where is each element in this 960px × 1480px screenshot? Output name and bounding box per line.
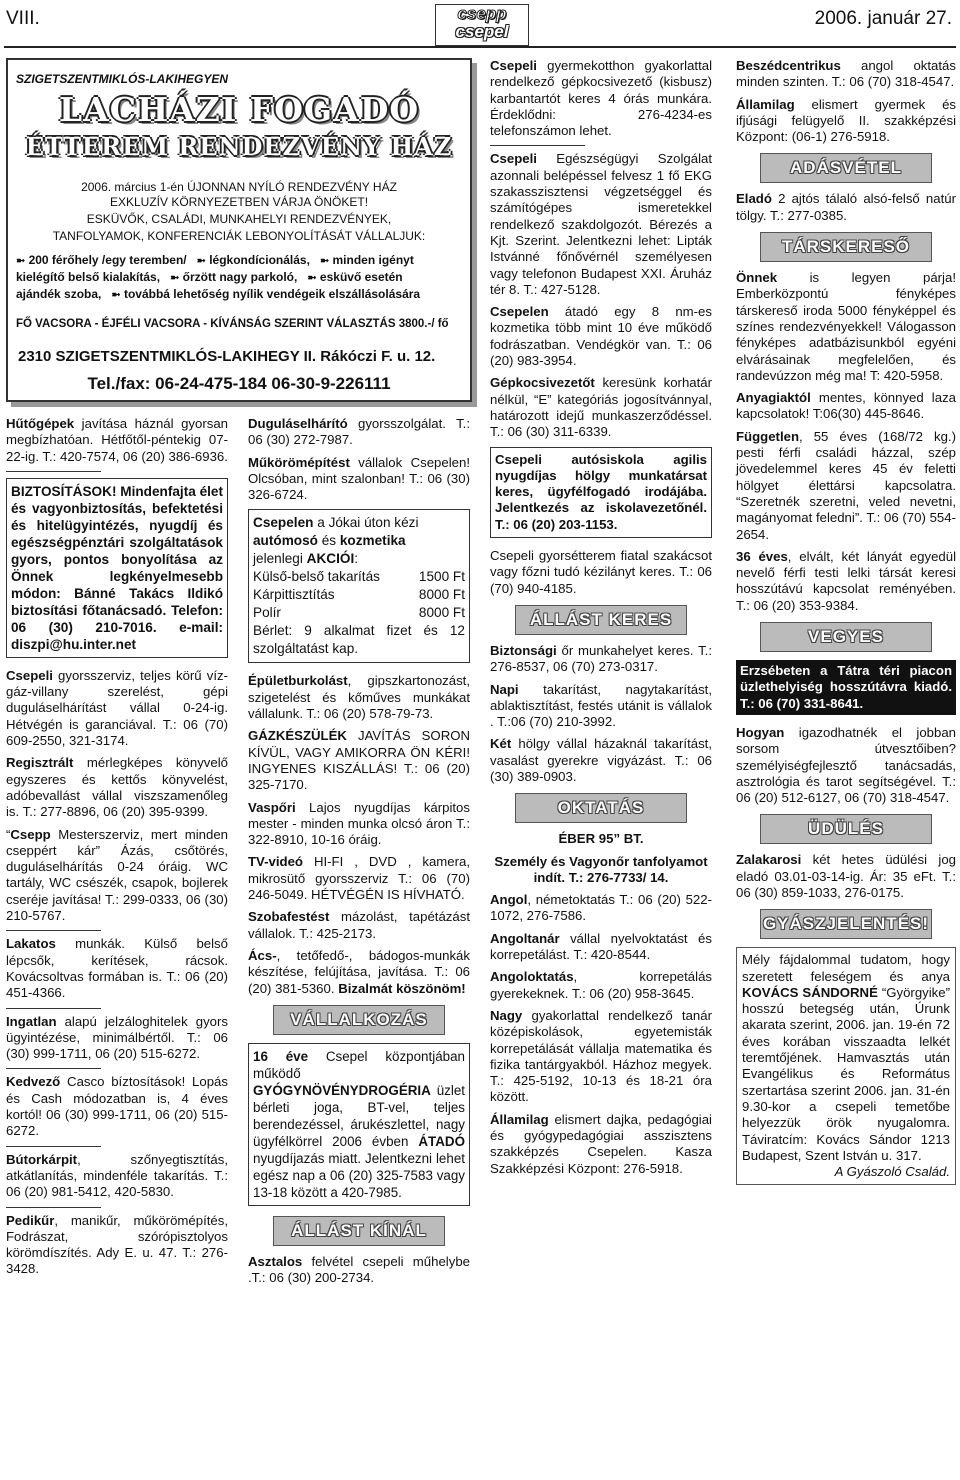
arrow-icon: ➼ [170, 272, 180, 284]
classified-ad: Ács-, tetőfedő-, bádogos-munkák készítése, felújítása, javítása. T.: 06 (20) 381-5360. Bizalmát köszönöm! [248, 947, 470, 996]
ad-location: SZIGETSZENTMIKLÓS-LAKIHEGYEN [16, 72, 229, 86]
ad-phone: Tel./fax: 06-24-475-184 06-30-9-226111 [87, 374, 391, 393]
ad-bullets-row: ➼ 200 férőhely /egy teremben/ ➼ légkondícionálás, ➼ minden igényt [16, 253, 414, 267]
divider [6, 1068, 101, 1069]
classified-ad: “Csepp Mesterszerviz, mert minden cseppért kár” Ázás, csőtörés, duguláselhárítás 0-24 óráig. WC tartály, WC csészék, csapok, bojlerek cseréje javítása! T.: 299-0333, 06 (30) 210-5767. [6, 826, 228, 924]
classified-ad: Szobafestést mázolást, tapétázást vállalok. T.: 425-2173. [248, 909, 470, 941]
classified-ad: Államilag elismert dajka, pedagógiai és gyógypedagógiai asszisztens szakképzés Csepelen. Kasza Szakképzési Központ: 276-5918. [490, 1111, 712, 1176]
classified-ad: Lakatos munkák. Külső belső lépcsők, kerítések, rácsok. Kovácsoltvas formában is. T.: 06 (20) 451-4366. [6, 936, 228, 1001]
ad-center-line: TANFOLYAMOK, KONFERENCIÁK LEBONYOLÍTÁSÁT VÁLLALJUK: [52, 229, 426, 243]
rental-black-box: Erzsébeten a Tátra téri piacon üzlethelyiség hosszútávra kiadó. T.: 06 (70) 331-8641. [736, 660, 956, 715]
classified-ad: Hűtőgépek javítása háznál gyorsan megbízhatóan. Hétfőtől-péntekig 07-22-ig. T.: 420-7574, 06 (20) 386-6936. [6, 416, 228, 464]
classified-ad: Nagy gyakorlattal rendelkező tanár középiskolások, egyetemisták korrepetálását vállalja matematika és fizika tantárgyakból. Házhoz megyek. T.: 425-5192, 10-13 és 18-21 óra között. [490, 1007, 712, 1105]
classified-ad: Két hölgy vállal házaknál takarítást, vasalást gyerekre vigyázást. T.: 06 (30) 389-0903. [490, 736, 712, 784]
section-banner-allast-kinal: ÁLLÁST KÍNÁL [273, 1216, 445, 1246]
arrow-icon: ➼ [307, 272, 317, 284]
price-row: Kárpittisztítás 8000 Ft [253, 587, 465, 603]
header-rule [4, 46, 956, 48]
divider [490, 145, 585, 146]
arrow-icon: ➼ [319, 255, 330, 267]
column-1 [6, 416, 228, 1284]
classified-ad: Vaspőri Lajos nyugdíjas kárpitos mester - minden munka olcsó áron T.: 322-8910, 10-16 óráig. [248, 799, 470, 848]
classified-ad: Ingatlan alapú jelzáloghitelek gyors ügyintézése, minimálbértől. T.: 06 (30) 999-1711, 06 (20) 515-6272. [6, 1013, 228, 1062]
section-banner-adasvetel: ADÁSVÉTEL [760, 153, 932, 183]
arrow-icon: ➼ [196, 255, 206, 267]
security-course-text: Személy és Vagyonőr tanfolyamot indít. T.: 276-7733/ 14. [494, 853, 708, 885]
section-banner-udules: ÜDÜLÉS [760, 814, 932, 844]
classified-ad: Angoltanár vállal nyelvoktatást és korrepetálást. T.: 420-8544. [490, 930, 712, 963]
insurance-box: BIZTOSÍTÁSOK! Mindenfajta élet és vagyonbiztosítás, befektetési és hitelügyintézés, nyugdíj és egészségpénztári szolgáltatások gyors, pontos bonyolítása az Önnek legkényelmesebb módon: Bánné Takács Ildikó biztosítási főtanácsadó. Telefon: 06 (30) 210-7016. e-mail: diszpi@hu.inter.net [6, 478, 228, 658]
classified-ad: Csepeli gyorsszerviz, teljes körű víz-gáz-villany szerelést, gépi duguláselhárítást vállal 0-24-ig. Hétvégén is garanciával. T.: 06 (70) 609-2550, 321-3174. [6, 667, 228, 749]
arrow-icon: ➼ [16, 255, 26, 267]
carwash-box: Csepelen a Jókai úton kézi autómosó és kozmetika jelenlegi AKCIÓI: Külső-belső takarítás 1500 Ft Kárpittisztítás 8000 Ft Polír 8000 Ft Bérlet: 9 alkalmat fizet és 12 szolgáltatást kap. [248, 509, 470, 663]
divider [6, 471, 101, 472]
section-banner-allast-keres: ÁLLÁST KERES [515, 605, 687, 635]
logo-line1: csepp [457, 4, 507, 23]
classified-ad: Duguláselhárító gyorsszolgálat. T.: 06 (30) 272-7987. [248, 416, 470, 448]
lachazi-ad-box [6, 58, 472, 402]
classified-ad: Kedvező Casco bíztosítások! Lopás és Cash módozatban is, 4 éves kortól! 06 (30) 999-1711, 06 (20) 515-6272. [6, 1074, 228, 1139]
classified-ad: Anyagiaktól mentes, könnyed laza kapcsolatok! T:06(30) 445-8646. [736, 390, 956, 422]
classified-ad: Csepelen átadó egy 8 nm-es kozmetika több mint 10 éve működő fodrászatban. Vendégkör van. T.: 06 (20) 983-3954. [490, 304, 712, 369]
section-banner-vegyes: VEGYES [760, 622, 932, 652]
ad-center-line: EXKLUZÍV KÖRNYEZETBEN VÁRJA ÖNÖKET! [109, 195, 369, 209]
section-banner-oktatas: OKTATÁS [515, 793, 687, 823]
section-banner-tarskereso: TÁRSKERESŐ [760, 232, 932, 262]
page-header [0, 0, 960, 50]
page-number: VIII. [6, 8, 40, 29]
drogeria-box: 16 éve Csepel központjában működő GYÓGYNÖVÉNYDROGÉRIA üzlet bérleti joga, BT-vel, teljes berendezéssel, árukészlettel, nagy ügyfélkörrel 2006 évben ÁTADÓ nyugdíjazás miatt. Jelentkezni lehet egész nap a 06 (20) 325-7583 vagy 13-18 között a 420-7985. [248, 1043, 470, 1206]
classified-ad: Regisztrált mérlegképes könyvelő egyszeres és kettős könyvelést, adóbevallást vállal viszszamenőleg is. T.: 277-8896, 06 (20) 395-9399. [6, 755, 228, 820]
classified-ad: Pedikűr, manikűr, műkörömépítés, Fodrászat, szórópisztolyos körömdíszítés. Ady E. u. 47. T.: 276-3428. [6, 1212, 228, 1277]
ad-name-line1: LACHÁZI FOGADÓ [58, 90, 420, 129]
ad-menu-line: FŐ VACSORA - ÉJFÉLI VACSORA - KÍVÁNSÁG SZERINT VÁLASZTÁS 3800.-/ fő [16, 318, 449, 330]
classified-ad: Önnek is legyen párja! Emberközpontú fényképes társkereső iroda 5000 fényképpel és színes rendezvényekkel! Válogasson fényképes adatbázisunkból egyéni elvárásainak megfelelően, és randevúzzon még ma! T: 420-5958. [736, 270, 956, 383]
classified-ad: Csepeli gyermekotthon gyakorlattal rendelkező gépkocsivezető (kisbusz) karbantartót keres 4 órás munkára. Érdeklődni: 276-4234-es telefonszámon lehet. [490, 58, 712, 139]
ad-bullets-row: ajándék szoba, ➼ továbbá lehetőség nyílik vendégeik elszállásolására [16, 287, 421, 301]
price-row: Külső-belső takarítás 1500 Ft [253, 569, 465, 585]
logo-line2: csepel [455, 22, 509, 41]
section-banner-gyaszjelentes: GYÁSZJELENTÉS! [760, 909, 932, 939]
classified-ad: Asztalos felvétel csepeli műhelybe .T.: 06 (30) 200-2734. [248, 1253, 470, 1286]
divider [6, 930, 101, 931]
classified-ad: Angoloktatás, korrepetálás gyerekeknek. T.: 06 (20) 958-3645. [490, 969, 712, 1001]
classified-ad: 36 éves, elvált, két lányát egyedül nevelő férfi testi lelki társát keresi hosszútávú kapcsolat reményében. T.: 06 (20) 353-9384. [736, 548, 957, 613]
classified-ad: Épületburkolást, gipszkartonozást, szigetelést és kőműves munkákat vállalunk. T.: 06 (20) 578-79-73. [248, 673, 470, 722]
driving-school-box: Csepeli autósiskola agilis nyugdíjas hölgy munkatársat keres, ügyfélfogadó irodájába. Jelentkezés az iskolavezetőnél. T.: 06 (20) 203-1153. [490, 447, 712, 538]
ad-center-line: ESKÜVŐK, CSALÁDI, MUNKAHELYI RENDEZVÉNYEK, [86, 212, 392, 226]
classified-ad: Eladó 2 ajtós tálaló alsó-felső natúr tölgy. T.: 277-0385. [736, 191, 956, 223]
classified-ad: Biztonsági őr munkahelyet keres. T.: 276-8537, 06 (70) 273-0317. [490, 642, 712, 675]
classified-ad: Hogyan igazodhatnék el jobban sorsom útvesztőiben? személyiségfejlesztő tanácsadás, asztrológia és tarot segítségével. T.: 06 (20) 512-6127, 06 (70) 318-4547. [736, 724, 956, 806]
column-2 [248, 416, 470, 1292]
divider [6, 1207, 101, 1208]
classified-ad: TV-videó HI-FI , DVD , kamera, mikrosütő gyorsszerviz T.: 06 (70) 246-5049. HÉTVÉGÉN IS HÍVHATÓ. [248, 854, 470, 903]
classified-ad: Csepeli Egészségügyi Szolgálat azonnali belépéssel felvesz 1 fő EKG szakasszisztensi végzetséggel és számítógépes ismeretekkel rendelkező szakdolgozót. Bérezés a Kjt. Szerint. Jelentkezni lehet: Lipták Istvánné főnővérnél személyesen vagy telefonon Budapest XXI. Áruház tér 8. T.: 427-5128. [490, 151, 712, 297]
security-course-title: ÉBER 95” BT. [558, 831, 644, 847]
issue-date: 2006. január 27. [814, 8, 952, 29]
divider [6, 1146, 101, 1147]
divider [6, 1008, 101, 1009]
ad-name-line2: ÉTTEREM RENDEZVÉNY HÁZ [25, 132, 453, 161]
ad-center-line: 2006. március 1-én ÚJONNAN NYÍLÓ RENDEZVÉNY HÁZ [81, 180, 397, 194]
csepp-logo [435, 4, 529, 46]
classified-ad: GÁZKÉSZÜLÉK JAVÍTÁS SORON KÍVÜL, VAGY AMIKORRA ÖN KÉRI! INGYENES KISZÁLLÁS! T.: 06 (20) 325-7170. [248, 728, 470, 793]
classified-ad: Angol, németoktatás T.: 06 (20) 522-1072, 276-7586. [490, 892, 712, 924]
column-3 [490, 58, 712, 1183]
classified-ad: Bútorkárpit, szőnyegtisztítás, atkátlanítás, mindenféle takarítás. T.: 06 (20) 981-5412, 420-5830. [6, 1151, 228, 1200]
column-4 [736, 58, 956, 1185]
arrow-icon: ➼ [111, 289, 121, 301]
section-banner-vallalkozas: VÁLLALKOZÁS [273, 1005, 445, 1035]
classified-ad: Zalakarosi két hetes üdülési jog eladó 03.01-03-14-ig. Ár: 35 eFt. T.: 06 (30) 859-1033, 276-0175. [736, 852, 956, 900]
classified-ad: Csepeli gyorsétterem fiatal szakácsot vagy főzni tudó kézilányt keres. T.: 06 (70) 940-4185. [490, 548, 712, 596]
ad-bullets-row: kielégítő belső kialakítás, ➼ őrzött nagy parkoló, ➼ esküvő esetén [16, 270, 403, 284]
classified-ad: Napi takarítást, nagytakarítást, ablaktisztítást, festés utánit is vállalok . T.:06 (70) 210-3992. [490, 681, 712, 730]
obituary-signature: A Gyászoló Család. [834, 1164, 950, 1180]
ad-address: 2310 SZIGETSZENTMIKLÓS-LAKIHEGY II. Rákóczi F. u. 12. [18, 348, 436, 365]
classified-ad: Államilag elismert gyermek és ifjúsági felügyelő II. szakképzési Központ: (06-1) 276-5918. [736, 96, 956, 145]
obituary-box: Mély fájdalommal tudatom, hogy szeretett feleségem és anya KOVÁCS SÁNDORNÉ “Györgyike” hosszú betegség után, Úrunk akarata szerint, 2006. jan. 19-én 72 éves korában visszaadta lelkét teremtőjének. Hamvasztás után Evangélikus és Református szertartása szerint 2006. jan. 31-én 9.30-kor a csepeli temetőbe helyezzük örök nyugalomra. Táviratcím: Kovács Sándor 1213 Budapest, Szent István u. 317. A Gyászoló Család. [736, 947, 956, 1185]
price-row: Polír 8000 Ft [253, 605, 465, 621]
classified-ad: Független, 55 éves (168/72 kg.) pesti férfi családi házzal, szép jövedelemmel keres 45 év feletti hölgyet élettársi kapcsolatra. “Szeretnék szeretni, veled nevetni, magányomat feledni”. T.: 06 (70) 554-2654. [736, 428, 956, 542]
classified-ad: Beszédcentrikus angol oktatás minden szinten. T.: 06 (70) 318-4547. [736, 58, 956, 90]
classified-ad: Gépkocsivezetőt keresünk korhatár nélkül, “E” kategóriás jogosítvánnyal, határozott idejű munkaszerződéssel. T.: 06 (30) 311-6339. [490, 375, 712, 440]
classified-ad: Műkörömépítést vállalok Csepelen! Olcsóban, mint szalonban! T.: 06 (30) 326-6724. [248, 454, 470, 503]
